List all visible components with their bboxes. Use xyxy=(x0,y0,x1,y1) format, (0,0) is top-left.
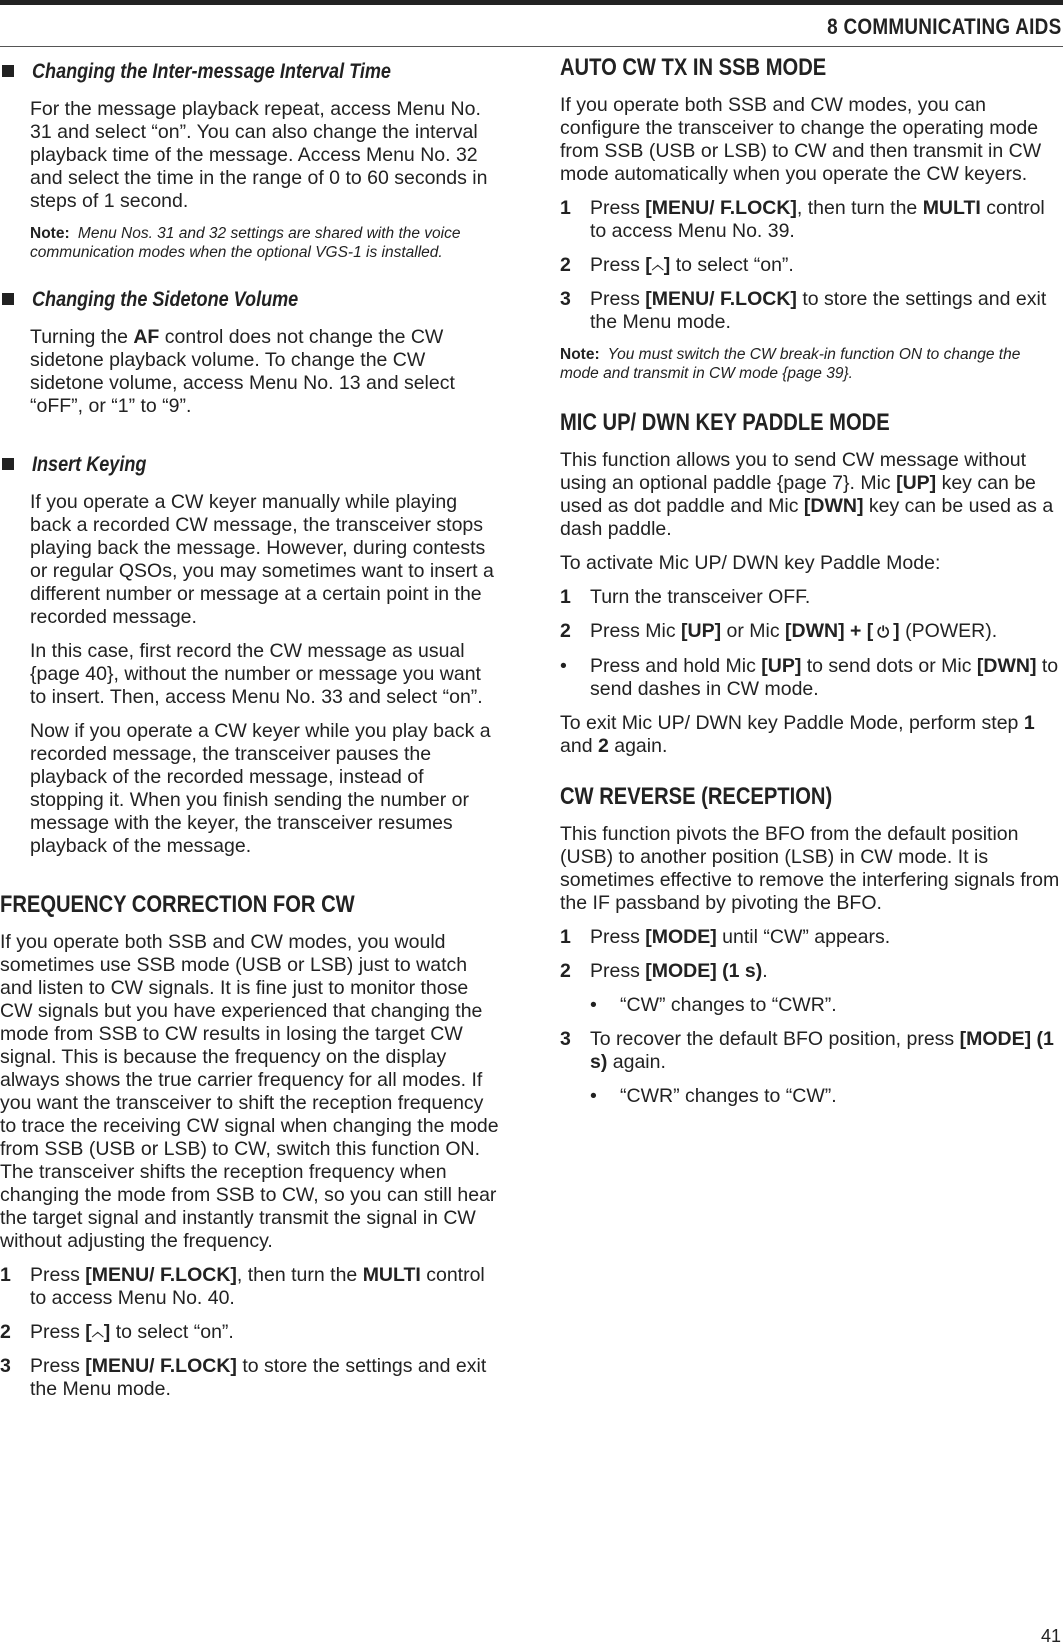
sidetone-body xyxy=(0,326,500,418)
chapter-header: 8 COMMUNICATING AIDS xyxy=(826,14,1061,39)
step: 1 Press [MENU/ F.LOCK], then turn the MULTI control to access Menu No. 40. xyxy=(0,1264,485,1309)
subsection-heading-sidetone: Changing the Sidetone Volume xyxy=(0,288,500,312)
square-bullet-icon xyxy=(2,458,14,470)
step: 1 Press [MENU/ F.LOCK], then turn the MULTI control to access Menu No. 39. xyxy=(560,197,1045,242)
step: 3 Press [MENU/ F.LOCK] to store the settings and exit the Menu mode. xyxy=(0,1355,487,1400)
paragraph: To activate Mic UP/ DWN key Paddle Mode: xyxy=(560,552,941,574)
insert-keying-body xyxy=(0,491,500,858)
section-heading-frequency-correction: FREQUENCY CORRECTION FOR CW xyxy=(0,891,355,918)
paragraph: To exit Mic UP/ DWN key Paddle Mode, perform step 1 and 2 again. xyxy=(560,712,1035,757)
bullet-item: • “CWR” changes to “CW”. xyxy=(590,1085,837,1107)
left-column xyxy=(0,54,500,1412)
up-caret-icon: ︿ xyxy=(91,1325,104,1339)
step: 2 Press Mic [UP] or Mic [DWN] + [ ⏻ ] (POWER). xyxy=(560,620,998,642)
step: 2 Press [︿] to select “on”. xyxy=(560,254,794,276)
step: 2 Press [MODE] (1 s). xyxy=(560,960,768,982)
paragraph: This function pivots the BFO from the default position (USB) to another position (LSB) in CW mode. It is sometimes effective to remove the interfering signals from the IF passband by pivoting the BFO. xyxy=(560,823,1060,914)
section-heading-cw-reverse: CW REVERSE (RECEPTION) xyxy=(560,783,833,810)
interval-body xyxy=(0,98,500,262)
paragraph: In this case, first record the CW message as usual {page 40}, without the number or message you want to insert. Then, access Menu No. 33 and select “on”. xyxy=(30,640,483,708)
section-heading-mic-paddle: MIC UP/ DWN KEY PADDLE MODE xyxy=(560,409,890,436)
step: 2 Press [︿] to select “on”. xyxy=(0,1321,234,1343)
right-column xyxy=(560,54,1060,1119)
up-caret-icon: ︿ xyxy=(651,258,664,272)
page-number: 41 xyxy=(1040,1626,1061,1646)
bullet-item: • Press and hold Mic [UP] to send dots or Mic [DWN] to send dashes in CW mode. xyxy=(560,655,1059,700)
section-heading-auto-cw: AUTO CW TX IN SSB MODE xyxy=(560,54,827,81)
paragraph: This function allows you to send CW message without using an optional paddle {page 7}. Mic [UP] key can be used as dot paddle and Mic [DWN] key can be used as a dash paddle. xyxy=(560,449,1054,540)
paragraph: If you operate both SSB and CW modes, you can configure the transceiver to change the operating mode from SSB (USB or LSB) to CW and then transmit in CW mode automatically when you operate the CW keyers. xyxy=(560,94,1042,185)
power-icon: ⏻ xyxy=(877,624,890,641)
square-bullet-icon xyxy=(2,65,14,77)
subsection-heading-interval: Changing the Inter-message Interval Time xyxy=(0,60,500,84)
step: 3 Press [MENU/ F.LOCK] to store the settings and exit the Menu mode. xyxy=(560,288,1047,333)
note: Note: Menu Nos. 31 and 32 settings are shared with the voice communication modes when the optional VGS-1 is installed. xyxy=(30,225,461,261)
paragraph: If you operate a CW keyer manually while playing back a recorded CW message, the transceiver stops playing back the message. However, during contests or regular QSOs, you may sometimes want to insert a different number or message at a certain point in the recorded message. xyxy=(30,491,494,628)
subsection-heading-insert-keying: Insert Keying xyxy=(0,453,500,477)
note: Note: You must switch the CW break-in function ON to change the mode and transmit in CW mode {page 39}. xyxy=(560,346,1021,382)
header-rule xyxy=(0,46,1063,47)
step: 1 Press [MODE] until “CW” appears. xyxy=(560,926,891,948)
step: 3 To recover the default BFO position, press [MODE] (1 s) again. xyxy=(560,1028,1054,1073)
top-rule xyxy=(0,0,1063,5)
square-bullet-icon xyxy=(2,293,14,305)
step: 1 Turn the transceiver OFF. xyxy=(560,586,811,608)
paragraph: If you operate both SSB and CW modes, you would sometimes use SSB mode (USB or LSB) just to watch and listen to CW signals. It is fine just to monitor those CW signals but you have experienced that changing the mode from SSB to CW results in losing the target CW signal. This is because the frequency on the display always shows the true carrier frequency for all modes. If you want the transceiver to shift the reception frequency to trace the receiving CW signal when changing the mode from SSB (USB or LSB) to CW, switch this function ON. The transceiver shifts the reception frequency when changing the mode from SSB to CW, so you can still hear the target signal and instantly transmit the signal in CW without adjusting the frequency. xyxy=(0,931,499,1252)
bullet-item: • “CW” changes to “CWR”. xyxy=(590,994,837,1016)
paragraph: Now if you operate a CW keyer while you play back a recorded message, the transceiver pauses the playback of the recorded message, instead of stopping it. When you finish sending the number or message with the keyer, the transceiver resumes playback of the message. xyxy=(30,720,491,857)
paragraph: For the message playback repeat, access Menu No. 31 and select “on”. You can also change the interval playback time of the message. Access Menu No. 32 and select the time in the range of 0 to 60 seconds in steps of 1 second. xyxy=(30,98,488,212)
paragraph: Turning the AF control does not change the CW sidetone playback volume. To change the CW sidetone volume, access Menu No. 13 and select “oFF”, or “1” to “9”. xyxy=(30,326,455,417)
